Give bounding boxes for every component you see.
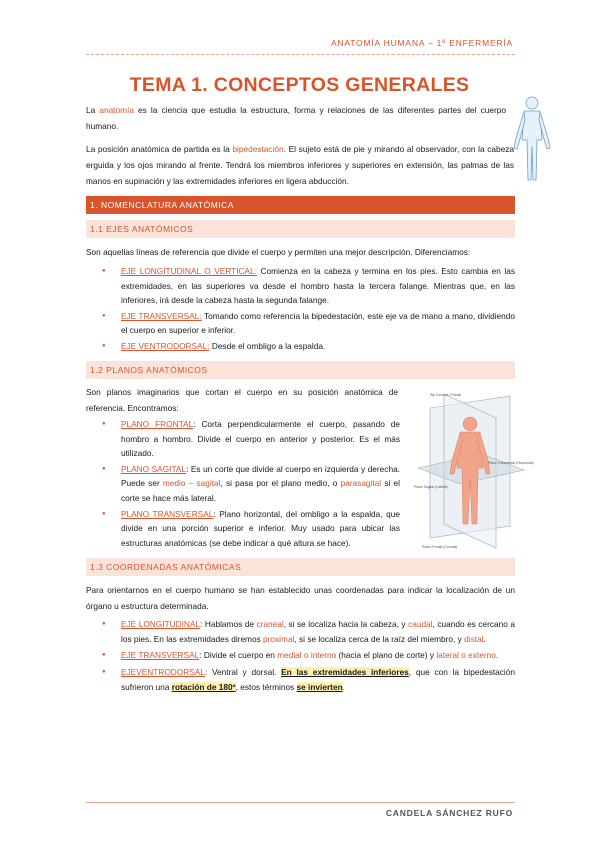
list-term-inline: medial o interno — [277, 650, 337, 661]
list-item — [121, 417, 400, 461]
figure-label: Plano Frontal (Coronal) — [422, 545, 458, 549]
list-text: Comienza en la cabeza y termina en los pies. Esto cambia en las extremidades, en las superiores va desde el hombro hasta la tercera falange. Mientras que, en las inferiores, irá desde la cabeza hasta la segunda falange. — [121, 266, 515, 306]
subsection-heading: 1.3 COORDENADAS ANATÓMICAS — [86, 558, 515, 576]
list-term: EJE LONGITUDINAL — [121, 619, 201, 629]
list-text: : Es un corte que divide al cuerpo en izquierda y derecha. Puede ser — [121, 463, 400, 489]
list-text: , estos términos — [235, 681, 297, 692]
list-term-inline: lateral o externo — [436, 650, 496, 661]
page-title: TEMA 1. CONCEPTOS GENERALES — [129, 74, 470, 96]
list-text: : Divide el cuerpo en — [199, 650, 278, 661]
list-text: Desde el ombligo a la espalda. — [209, 340, 326, 351]
list-text: . — [495, 650, 499, 661]
coordenadas-intro: Para orientarnos en el cuerpo humano se han establecido unas coordenadas para indicar la localización de un órgano u estructura determinada. — [86, 585, 515, 611]
planos-list — [121, 417, 400, 551]
list-term: EJE TRANSVERSAL — [121, 650, 200, 661]
section-heading: 1. NOMENCLATURA ANATÓMICA — [86, 196, 515, 214]
coordenadas-list — [121, 617, 515, 696]
intro-text: La posición anatómica de partida es la — [86, 144, 233, 154]
list-term-inline: parasagital — [340, 478, 382, 489]
list-text: , si se localiza cerca de la raíz del miembro, y — [294, 634, 465, 645]
list-item — [121, 309, 515, 338]
list-item — [121, 617, 515, 647]
subsection-heading: 1.2 PLANOS ANATÓMICOS — [86, 361, 515, 379]
list-text: , si se localiza hacia la cabeza, y — [283, 619, 409, 629]
list-item — [121, 462, 400, 506]
list-item — [121, 665, 515, 695]
intro-text: . El sujeto está de pie y mirando al observador, con la cabeza erguida y los ojos mirando al frente. Tendrá los miembros inferiores y superiores en extensión, las palmas de las manos en supinación y las extremidades inferiores en ligera abducción. — [86, 144, 514, 186]
list-term: PLANO FRONTAL — [121, 419, 194, 429]
list-text: Tomando como referencia la bipedestación, este eje va de mano a mano, dividiendo el cuerpo en superior e inferior. — [121, 310, 515, 336]
list-text: : Ventral y dorsal. — [204, 666, 282, 677]
list-term: PLANO TRANSVERSAL — [121, 508, 214, 519]
list-text: . — [342, 681, 345, 692]
list-text: : Hablamos de — [200, 619, 257, 629]
list-term-inline: proximal — [263, 634, 295, 645]
list-term: EJE VENTRODORSAL: — [121, 340, 210, 351]
list-item — [121, 339, 515, 354]
list-term-inline: distal — [464, 634, 484, 645]
list-item — [121, 648, 515, 663]
intro-term: bipedestación — [232, 144, 284, 154]
list-item — [121, 264, 515, 308]
list-text: : Corta perpendicularmente el cuerpo, pasando de hombro a hombro. Divide el cuerpo en anterior y posterior. Es el más utilizado. — [121, 419, 400, 459]
subsection-heading: 1.1 EJES ANATÓMICOS — [86, 220, 515, 238]
page-footer: CANDELA SÁNCHEZ RUFO — [385, 808, 513, 818]
intro-paragraph-2 — [86, 141, 514, 189]
intro-text: es la ciencia que estudia la estructura, forma y relaciones de las diferentes partes del cuerpo humano. — [86, 105, 506, 131]
list-term: EJE TRANSVERSAL: — [121, 310, 202, 321]
highlighted-text: En las extremidades inferiores — [281, 666, 409, 677]
highlighted-text: rotación de 180º — [171, 681, 236, 692]
list-term: PLANO SAGITAL — [121, 463, 187, 474]
list-term: EJE LONGITUDINAL O VERTICAL: — [121, 266, 257, 276]
list-text: , si pasa por el plano medio, o — [220, 478, 341, 489]
list-term-inline: medio – sagital — [162, 478, 221, 489]
list-term-inline: craneal — [256, 619, 284, 629]
figure-label: Plano Sagital (Lateral) — [414, 485, 448, 489]
intro-text: La — [86, 105, 100, 115]
intro-term: anatomía — [99, 105, 134, 115]
ejes-list — [121, 264, 515, 355]
list-text: si el corte se hace más lateral. — [121, 478, 400, 503]
list-item — [121, 507, 400, 551]
anatomical-planes-figure — [412, 388, 534, 553]
list-text: , que con la bipedestación sufrieron una — [121, 666, 515, 692]
header-divider — [86, 54, 515, 55]
ejes-intro: Son aquellas líneas de referencia que divide el cuerpo y permiten una mejor descripción. Diferenciamos: — [86, 247, 471, 257]
intro-paragraph-1 — [86, 102, 506, 134]
list-text: : Plano horizontal, del ombligo a la espalda, que divide en una porción superior e inferior. Muy usado para ubicar las estructuras anatómicas (se debe indicar a qué altura se hace). — [121, 508, 400, 548]
list-text: (hacia el plano de corte) y — [336, 650, 437, 661]
figure-label: Plano Transversal (Horizontal) — [488, 461, 534, 465]
highlighted-text: se invierten — [296, 681, 343, 692]
planos-intro: Son planos imaginarios que cortan el cuerpo en su posición anatómica de referencia. Encontramos: — [86, 387, 398, 413]
figure-label: Eje Coronal / Frontal — [430, 393, 462, 397]
list-text: , cuando es cercano a los pies. En las extremidades diremos — [121, 619, 515, 645]
list-text: . — [483, 634, 486, 645]
anatomical-body-icon — [510, 94, 554, 184]
list-term: EJEVENTRODORSAL — [121, 666, 205, 677]
list-term-inline: caudal — [408, 619, 433, 629]
footer-divider — [86, 802, 515, 803]
page-header: ANATOMÍA HUMANA – 1º ENFERMERÍA — [330, 38, 513, 48]
